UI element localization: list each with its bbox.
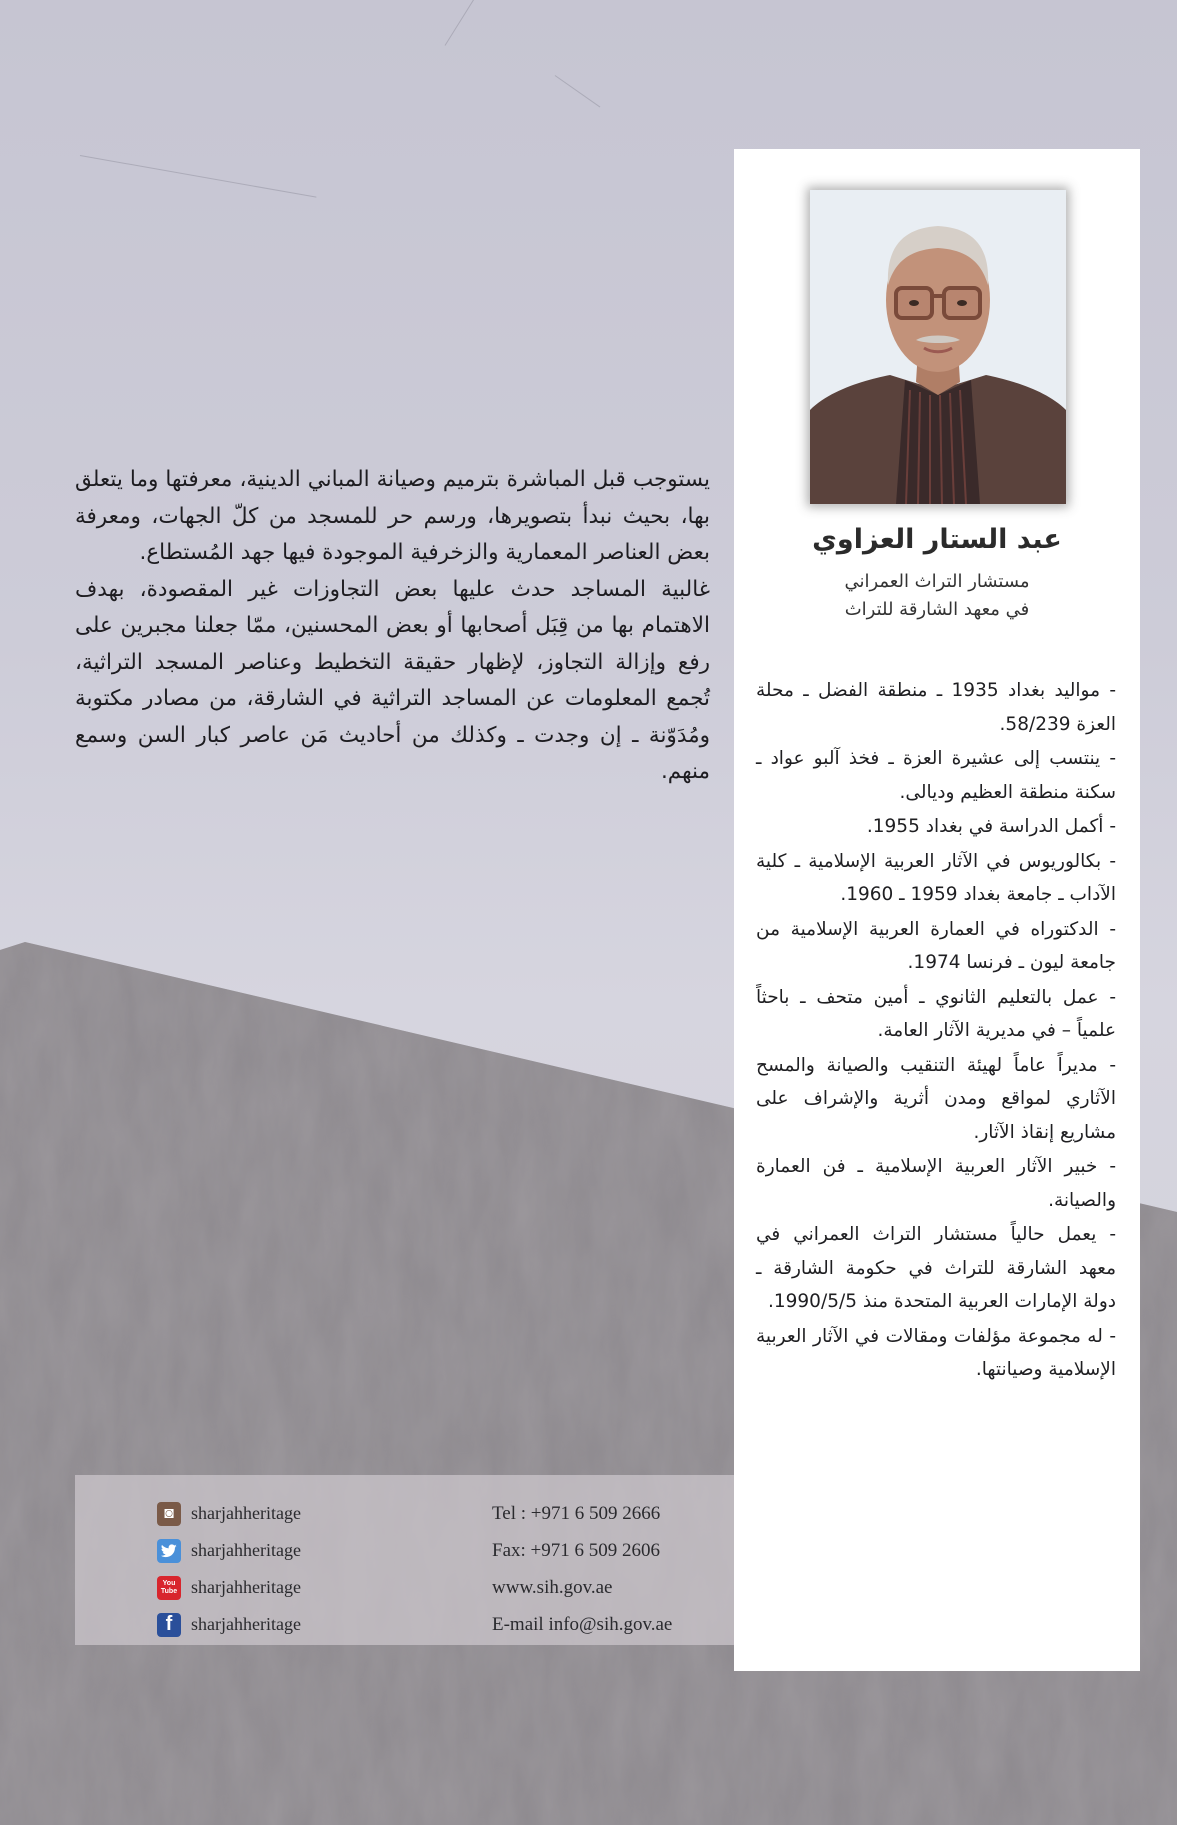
facebook-icon: f bbox=[157, 1613, 181, 1637]
author-title-line-2: في معهد الشارقة للتراث bbox=[844, 599, 1030, 620]
contact-tel[interactable]: Tel : +971 6 509 2666 bbox=[492, 1502, 661, 1524]
twitter-icon bbox=[157, 1539, 181, 1563]
bio-list bbox=[756, 674, 1116, 1388]
intro-paragraph-1: يستوجب قبل المباشرة بترميم وصيانة المباني الدينية، معرفتها وما يتعلق بها، بحيث نبدأ بتصويرها، ورسم حر للمسجد من كلّ الجهات، ومعرفة بعض العناصر المعمارية والزخرفية الموجودة فيها جهد المُستطاع. bbox=[75, 467, 710, 565]
instagram-icon: ◙ bbox=[157, 1502, 181, 1526]
intro-paragraph-2: غالبية المساجد حدث عليها بعض التجاوزات غير المقصودة، بهدف الاهتمام بها من قِبَل أصحابها أو بعض المحسنين، ممّا جعلنا مجبرين على رفع وإزالة التجاوز، لإظهار حقيقة التخطيط وعناصر المسجد التراثية، تُجمع المعلومات عن المساجد التراثية في الشارقة، من مصادر مكتوبة ومُدَوّنة ـ إن وجدت ـ وكذلك من أحاديث مَن عاصر كبار السن وسمع منهم. bbox=[75, 576, 710, 784]
social-links bbox=[157, 1495, 301, 1643]
author-name: عبد الستار العزاوي bbox=[812, 524, 1062, 555]
bio-item: - بكالوريوس في الآثار العربية الإسلامية ـ كلية الآداب ـ جامعة بغداد 1959 ـ 1960. bbox=[756, 850, 1116, 905]
bio-item: - عمل بالتعليم الثانوي ـ أمين متحف ـ باحثاً علمياً – في مديرية الآثار العامة. bbox=[756, 986, 1116, 1041]
bio-item: - يعمل حالياً مستشار التراث العمراني في معهد الشارقة للتراث في حكومة الشارقة ـ دولة الإمارات العربية المتحدة منذ 1990/5/5. bbox=[756, 1224, 1116, 1312]
bio-item: - الدكتوراه في العمارة العربية الإسلامية من جامعة ليون ـ فرنسا 1974. bbox=[756, 918, 1116, 973]
contact-website[interactable]: www.sih.gov.ae bbox=[492, 1576, 613, 1598]
bio-item: - أكمل الدراسة في بغداد 1955. bbox=[866, 816, 1116, 837]
social-link-facebook[interactable] bbox=[157, 1606, 301, 1643]
youtube-icon bbox=[157, 1576, 181, 1600]
social-handle: sharjahheritage bbox=[191, 1540, 301, 1560]
contact-info bbox=[492, 1495, 672, 1643]
youtube-glyph-bottom: Tube bbox=[160, 1587, 178, 1595]
contact-fax: Fax: +971 6 509 2606 bbox=[492, 1539, 660, 1561]
contact-email[interactable]: E-mail info@sih.gov.ae bbox=[492, 1613, 673, 1635]
author-portrait-illustration bbox=[810, 190, 1066, 504]
author-title-line-1: مستشار التراث العمراني bbox=[844, 571, 1030, 592]
bio-item: - ينتسب إلى عشيرة العزة ـ فخذ آلبو عواد ـ سكنة منطقة العظيم وديالى. bbox=[756, 748, 1116, 803]
social-link-twitter[interactable] bbox=[157, 1532, 301, 1569]
contact-panel bbox=[75, 1475, 735, 1645]
social-handle: sharjahheritage bbox=[191, 1503, 301, 1523]
bio-item: - مديراً عاماً لهيئة التنقيب والصيانة والمسح الآثاري لمواقع ومدن أثرية والإشراف على مشاريع إنقاذ الآثار. bbox=[756, 1054, 1116, 1143]
social-link-youtube[interactable] bbox=[157, 1569, 301, 1606]
bio-item: - له مجموعة مؤلفات ومقالات في الآثار العربية الإسلامية وصيانتها. bbox=[756, 1325, 1116, 1380]
social-handle: sharjahheritage bbox=[191, 1577, 301, 1597]
social-link-instagram[interactable] bbox=[157, 1495, 301, 1532]
youtube-glyph-top: You bbox=[162, 1579, 176, 1587]
author-bio-panel bbox=[734, 149, 1140, 1671]
bio-item: - خبير الآثار العربية الإسلامية ـ فن العمارة والصيانة. bbox=[756, 1156, 1116, 1211]
social-handle: sharjahheritage bbox=[191, 1614, 301, 1634]
intro-text bbox=[75, 462, 710, 791]
bio-item: - مواليد بغداد 1935 ـ منطقة الفضل ـ محلة العزة 58/239. bbox=[756, 680, 1116, 735]
author-photo bbox=[810, 190, 1066, 504]
